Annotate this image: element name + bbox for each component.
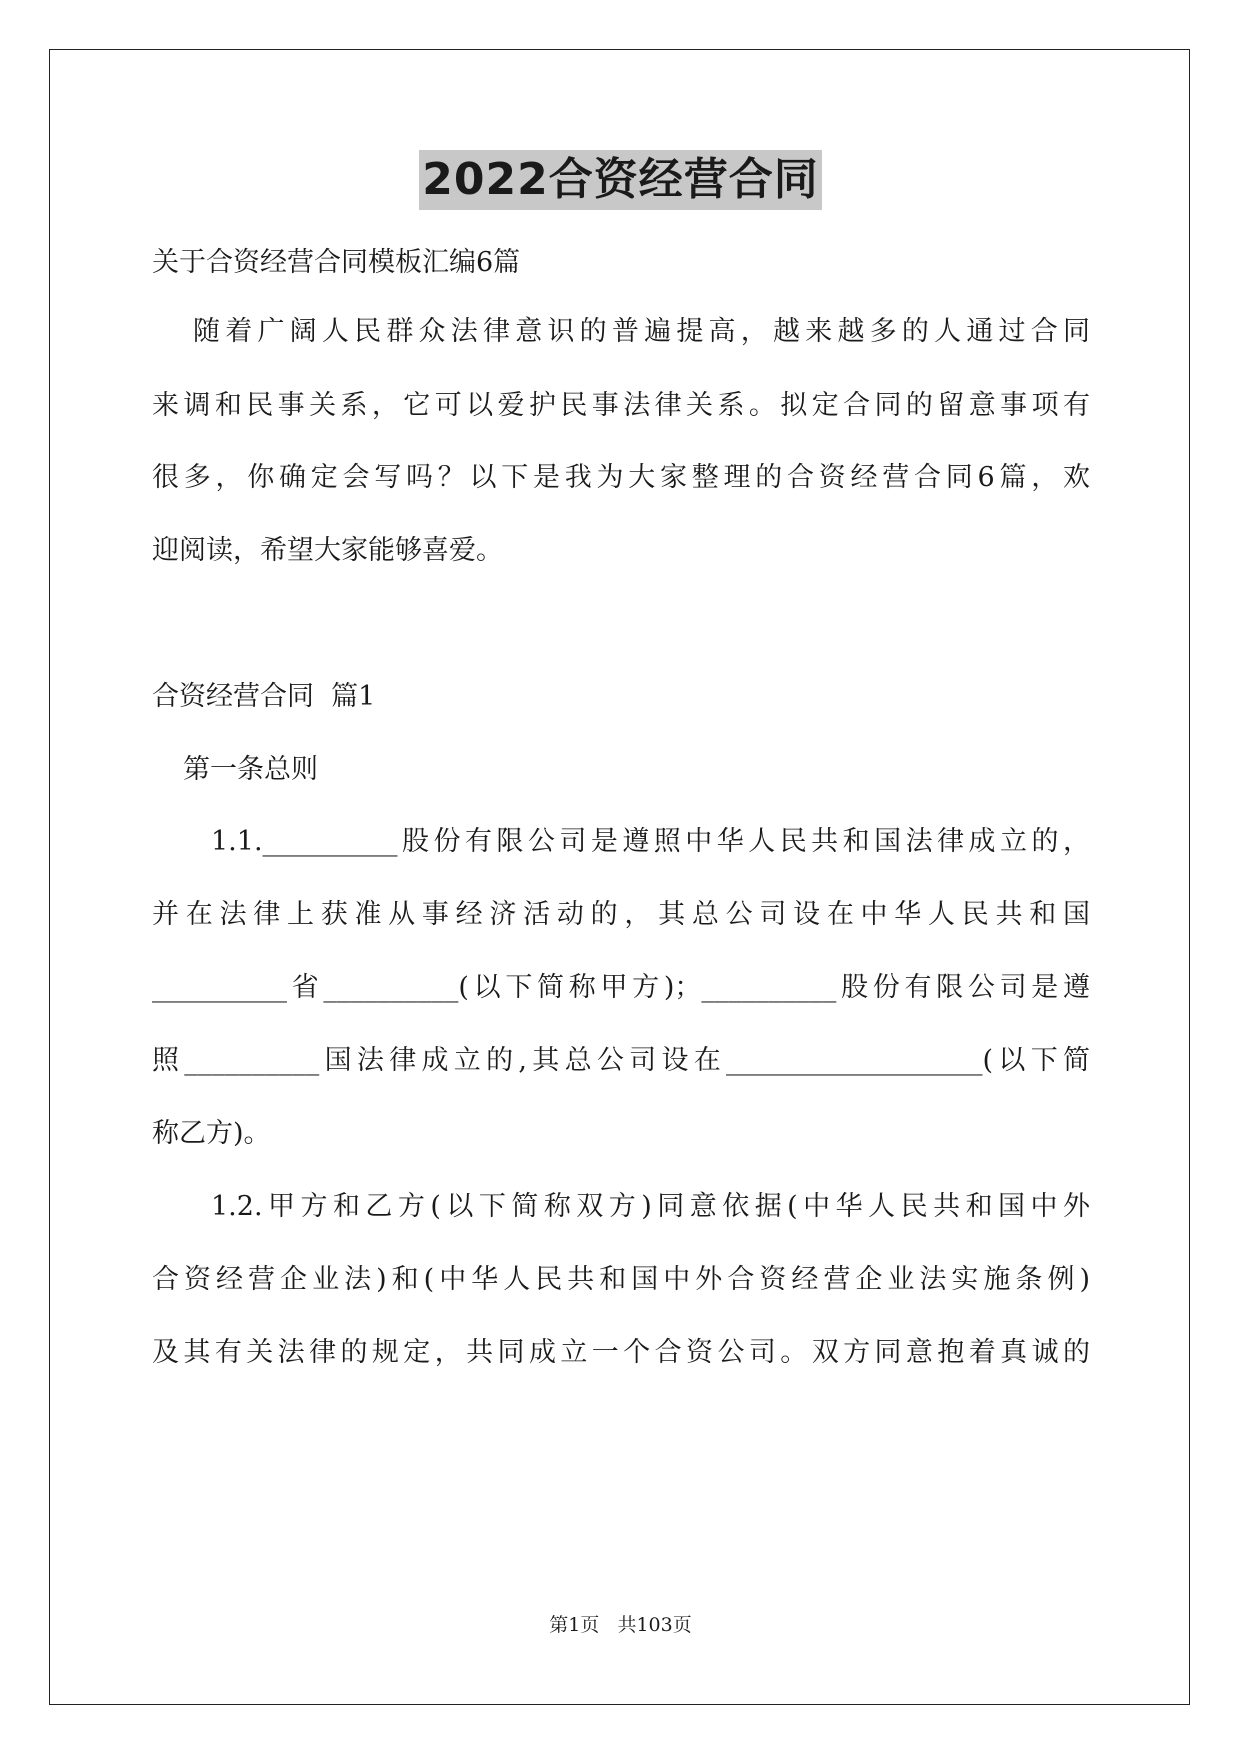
clause-line: 合资经营企业法)和(中华人民共和国中外合资经营企业法实施条例)	[152, 1264, 1090, 1295]
intro-line: 来调和民事关系，它可以爱护民事法律关系。拟定合同的留意事项有	[152, 390, 1090, 421]
page-border	[49, 49, 1190, 1705]
clause-line: 并在法律上获准从事经济活动的，其总公司设在中华人民共和国	[152, 899, 1090, 930]
article-heading: 第一条总则	[183, 754, 318, 785]
page-number: 第1页 共103页	[549, 1614, 692, 1636]
intro-line: 随着广阔人民群众法律意识的普遍提高，越来越多的人通过合同	[193, 316, 1090, 347]
clause-line: 及其有关法律的规定，共同成立一个合资公司。双方同意抱着真诚的	[152, 1337, 1090, 1368]
clause-line: 1.2.甲方和乙方(以下简称双方)同意依据(中华人民共和国中外	[211, 1191, 1090, 1222]
clause-line: 1.1.__________股份有限公司是遵照中华人民共和国法律成立的，	[211, 826, 1090, 857]
title-container	[0, 150, 1241, 210]
clause-line: 照__________国法律成立的,其总公司设在___________________(以下简	[152, 1045, 1090, 1076]
intro-line: 迎阅读，希望大家能够喜爱。	[152, 535, 503, 566]
section-heading: 合资经营合同 篇1	[152, 681, 376, 712]
clause-line: __________省__________(以下简称甲方)；__________股份有限公司是遵	[152, 972, 1090, 1003]
intro-line: 很多，你确定会写吗？以下是我为大家整理的合资经营合同6篇，欢	[152, 462, 1090, 493]
document-title: 2022合资经营合同	[419, 150, 821, 210]
document-subtitle: 关于合资经营合同模板汇编6篇	[152, 247, 521, 278]
clause-line: 称乙方)。	[152, 1118, 271, 1149]
